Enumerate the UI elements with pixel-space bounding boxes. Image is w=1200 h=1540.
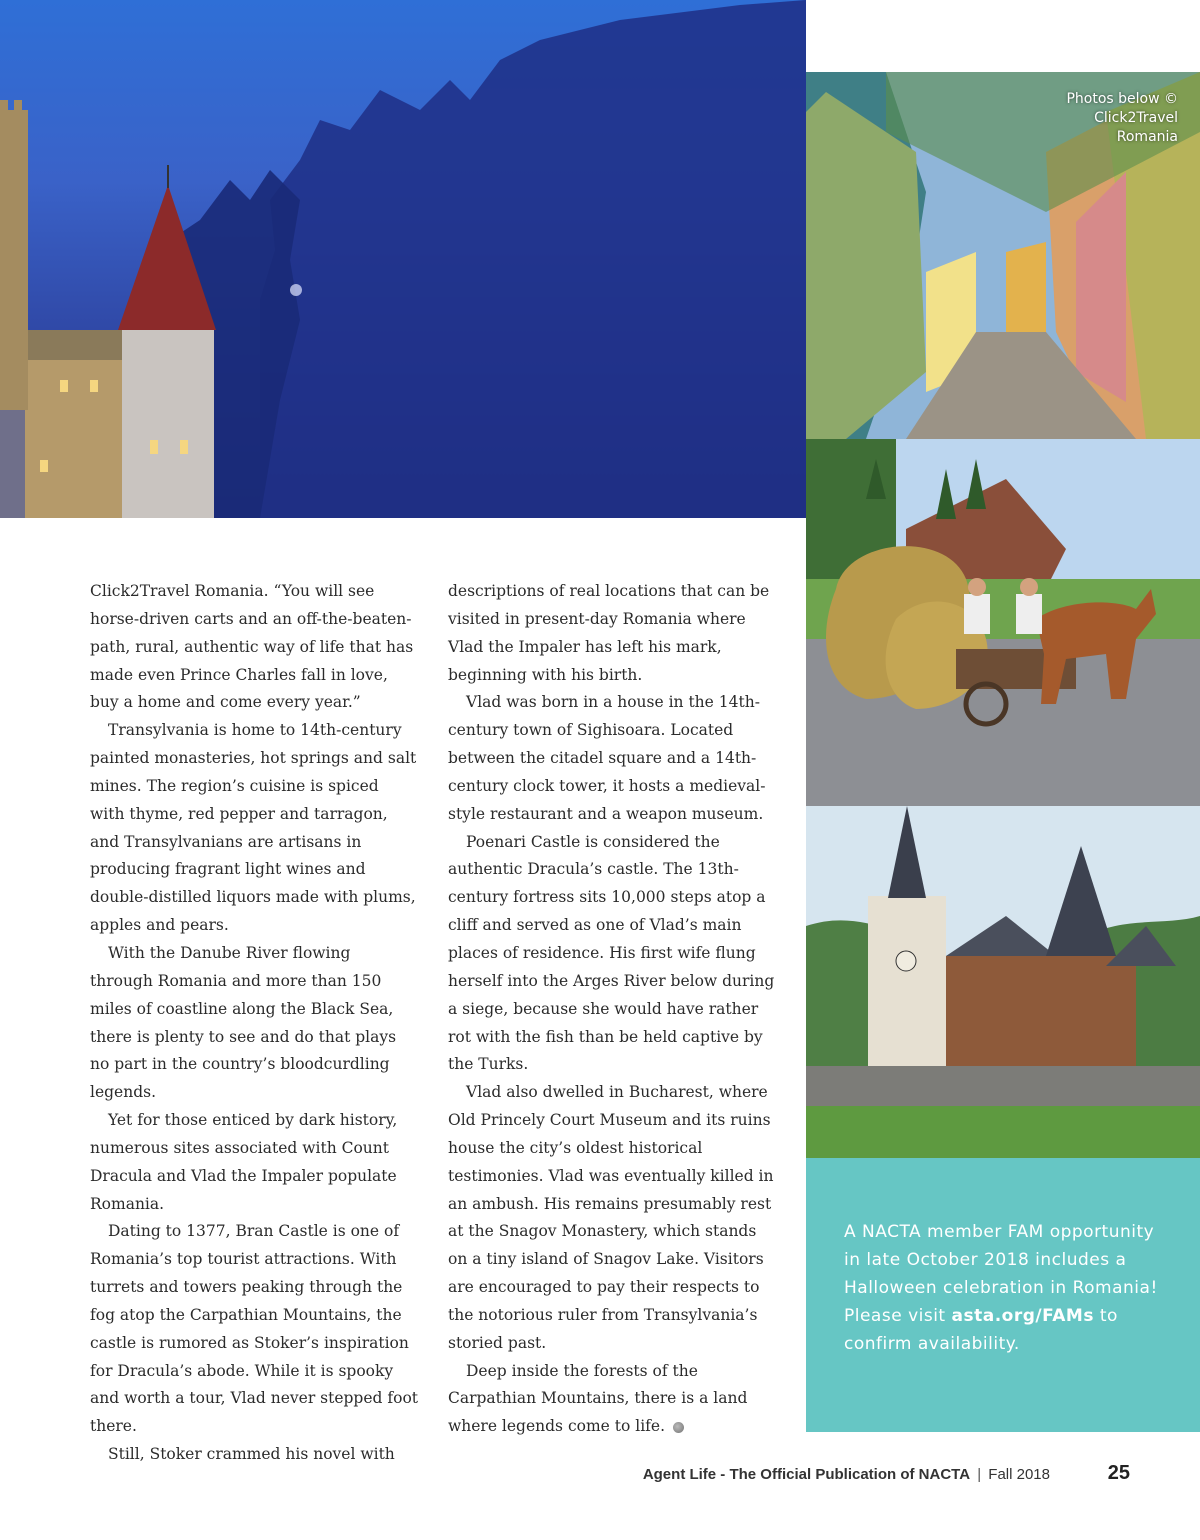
fam-link[interactable]: asta.org/FAMs	[951, 1306, 1094, 1326]
paragraph: Click2Travel Romania. “You will see horse-driven carts and an off-the-beaten-path, rural, authentic way of life that has made even Prince Charles fall in love, buy a home and come every year.”	[90, 582, 414, 712]
paragraph: With the Danube River flowing through Romania and more than 150 miles of coastline along the Black Sea, there is plenty to see and do that plays no part in the country’s bloodcurdling legends.	[90, 943, 397, 1102]
paragraph: Vlad was born in a house in the 14th-century town of Sighisoara. Located between the citadel square and a 14th-century clock tower, it hosts a medieval-style restaurant and a weapon museum.	[448, 693, 766, 823]
issue-date: Fall 2018	[988, 1466, 1050, 1483]
paragraph: Yet for those enticed by dark history, numerous sites associated with Count Dracula and Vlad the Impaler populate Romania.	[90, 1111, 398, 1213]
page-footer	[0, 1462, 1200, 1486]
article-column-left	[90, 578, 418, 1469]
paragraph: Vlad also dwelled in Bucharest, where Old Princely Court Museum and its ruins house the city’s oldest historical testimonies. Vlad was eventually killed in an ambush. His remains presumably rest at the Snagov Monastery, which stands on a tiny island of Snagov Lake. Visitors are encouraged to pay their respects to the notorious ruler from Transylvania’s storied past.	[448, 1083, 774, 1352]
paragraph-final	[448, 1358, 776, 1442]
callout-text: A NACTA member FAM opportunity in late October 2018 includes a Halloween celebration in Romania! Please visit	[844, 1222, 1158, 1326]
end-mark-icon	[673, 1422, 684, 1433]
fam-callout-box	[806, 1158, 1200, 1432]
hero-photo	[0, 0, 806, 518]
footer-separator: |	[977, 1466, 982, 1483]
paragraph: Poenari Castle is considered the authentic Dracula’s castle. The 13th-century fortress sits 10,000 steps atop a cliff and served as one of Vlad’s main places of residence. His first wife flung herself into the Arges River below during a siege, because she would have rather rot with the fish than be held captive by the Turks.	[448, 832, 775, 1074]
paragraph: descriptions of real locations that can be visited in present-day Romania where Vlad the Impaler has left his mark, beginning with his birth.	[448, 582, 770, 684]
paragraph: Transylvania is home to 14th-century painted monasteries, hot springs and salt mines. The region’s cuisine is spiced with thyme, red pepper and tarragon, and Transylvanians are artisans in producing fragrant light wines and double-distilled liquors made with plums, apples and pears.	[90, 721, 417, 935]
cart-photo	[806, 439, 1200, 806]
page-number: 25	[1107, 1462, 1130, 1484]
palace-illustration	[806, 806, 1200, 1158]
palace-photo	[806, 806, 1200, 1158]
paragraph-final-text: Deep inside the forests of the Carpathian Mountains, there is a land where legends come to life.	[448, 1361, 748, 1436]
photo-credit: Photos below © Click2Travel Romania	[1066, 91, 1178, 145]
callout-suffix: to confirm availability.	[844, 1306, 1118, 1354]
bran-castle-illustration	[0, 0, 806, 518]
paragraph: Still, Stoker crammed his novel with	[108, 1445, 395, 1464]
publication-name: Agent Life - The Official Publication of NACTA	[642, 1466, 971, 1483]
cart-illustration	[806, 439, 1200, 806]
article-column-middle	[448, 578, 776, 1441]
footer-publication-line	[643, 1466, 1050, 1483]
paragraph: Dating to 1377, Bran Castle is one of Romania’s top tourist attractions. With turrets and towers peaking through the fog atop the Carpathian Mountains, the castle is rumored as Stoker’s inspiration for Dracula’s abode. While it is spooky and worth a tour, Vlad never stepped foot there.	[90, 1222, 419, 1436]
